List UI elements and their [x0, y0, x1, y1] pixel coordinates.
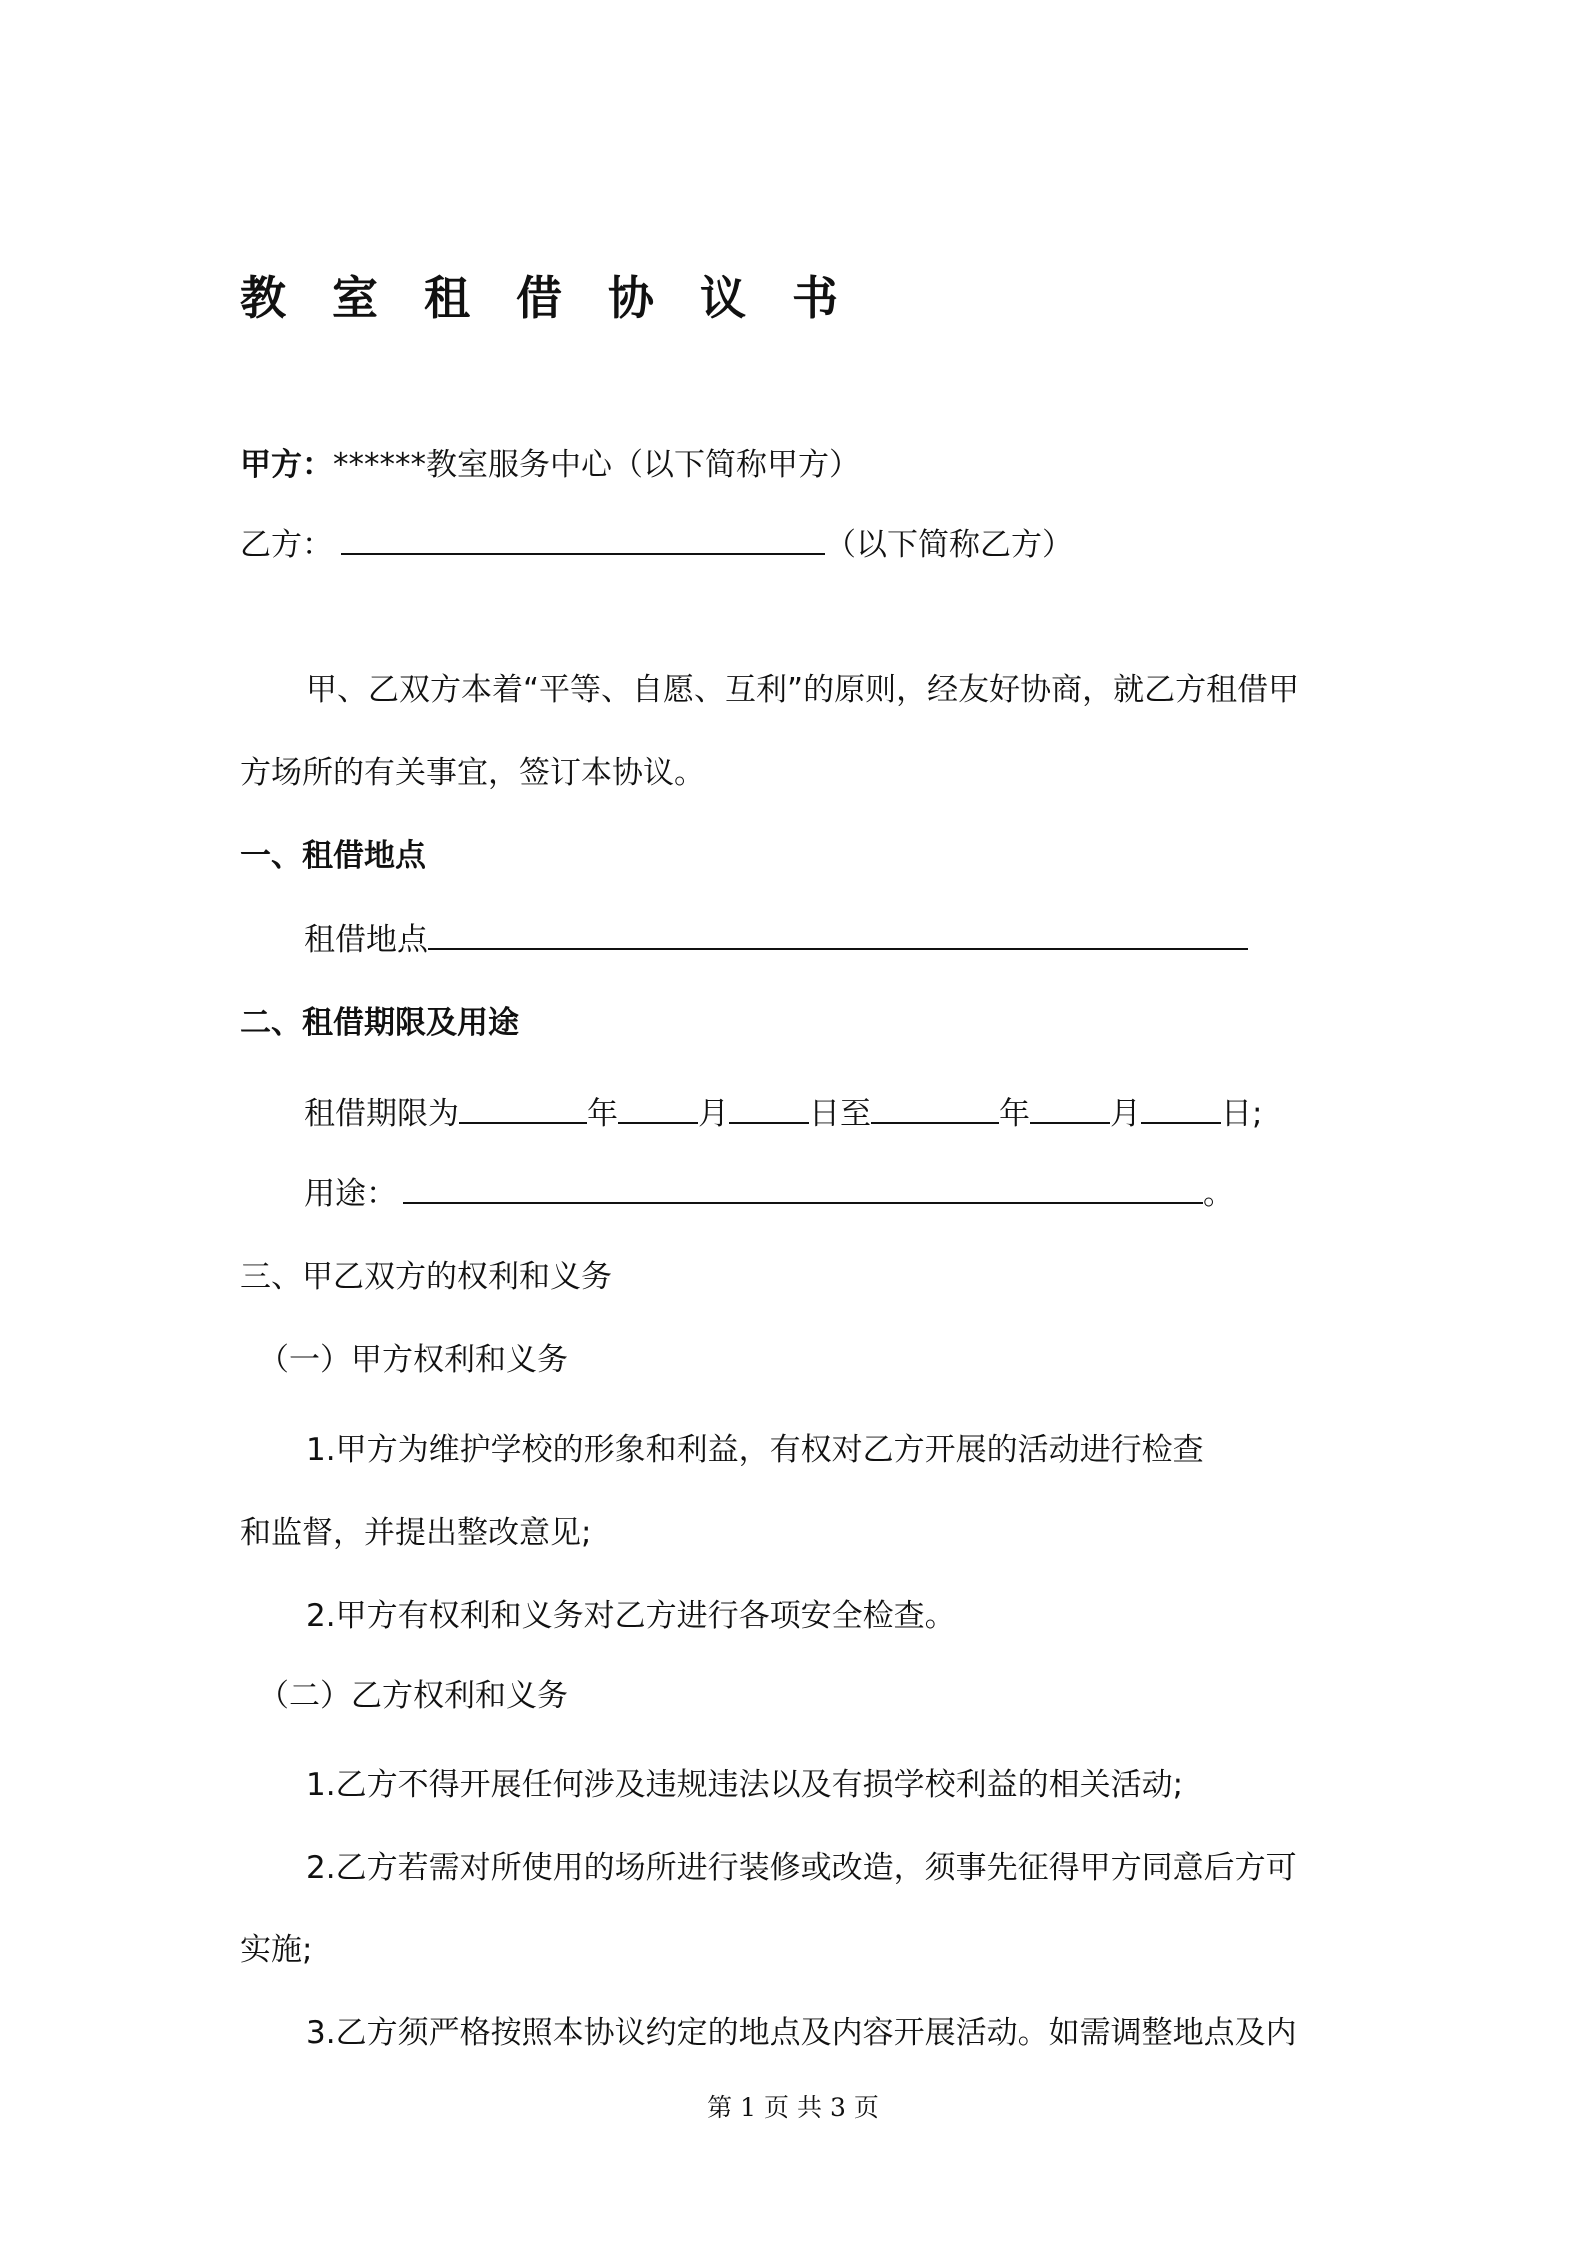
party-a-item-2: 2.甲方有权利和义务对乙方进行各项安全检查。	[306, 1598, 956, 1634]
period-label: 租借期限为	[304, 1096, 459, 1132]
section-3-heading: 三、甲乙双方的权利和义务	[240, 1259, 612, 1295]
start-month-field[interactable]	[618, 1094, 698, 1124]
party-b-item-1: 1.乙方不得开展任何涉及违规违法以及有损学校利益的相关活动;	[306, 1767, 1184, 1803]
party-a-item-1-line-2: 和监督，并提出整改意见;	[240, 1515, 592, 1551]
start-day-field[interactable]	[729, 1094, 809, 1124]
start-month-unit: 月	[698, 1096, 729, 1132]
party-b-item-2-line-1: 2.乙方若需对所使用的场所进行装修或改造，须事先征得甲方同意后方可	[306, 1850, 1297, 1886]
use-field[interactable]	[403, 1174, 1203, 1204]
party-a-item-1-line-1: 1.甲方为维护学校的形象和利益，有权对乙方开展的活动进行检查	[306, 1432, 1204, 1468]
party-b-line	[240, 525, 1073, 565]
location-line	[304, 920, 1248, 960]
footer-page-number: 1	[740, 2093, 757, 2122]
footer-total-pages: 3	[829, 2093, 846, 2122]
use-end: 。	[1203, 1176, 1234, 1212]
page-footer	[0, 2093, 1586, 2123]
footer-suffix: 页	[853, 2093, 879, 2122]
party-b-name-field[interactable]	[341, 525, 825, 555]
start-year-field[interactable]	[459, 1094, 587, 1124]
end-day-field[interactable]	[1141, 1094, 1221, 1124]
start-day-unit: 日至	[809, 1096, 871, 1132]
document-title: 教室租借协议书	[240, 271, 884, 325]
end-month-unit: 月	[1110, 1096, 1141, 1132]
intro-line-2: 方场所的有关事宜，签订本协议。	[240, 755, 705, 791]
party-b-label: 乙方：	[240, 527, 333, 563]
party-a-label: 甲方：	[240, 447, 333, 483]
party-b-item-3-line-1: 3.乙方须严格按照本协议约定的地点及内容开展活动。如需调整地点及内	[306, 2015, 1297, 2051]
end-year-unit: 年	[999, 1096, 1030, 1132]
section-2-heading: 二、租借期限及用途	[240, 1005, 519, 1041]
end-year-field[interactable]	[871, 1094, 999, 1124]
end-day-unit: 日;	[1221, 1096, 1263, 1132]
footer-prefix: 第	[707, 2093, 733, 2122]
subsection-b-heading: （二）乙方权利和义务	[258, 1678, 568, 1714]
period-line	[304, 1094, 1262, 1134]
end-month-field[interactable]	[1030, 1094, 1110, 1124]
use-line	[304, 1174, 1234, 1214]
use-label: 用途：	[304, 1176, 397, 1212]
section-1-heading: 一、租借地点	[240, 838, 426, 874]
party-a-name: ******教室服务中心（以下简称甲方）	[333, 447, 860, 483]
party-b-item-2-line-2: 实施;	[240, 1932, 313, 1968]
start-year-unit: 年	[587, 1096, 618, 1132]
location-label: 租借地点	[304, 922, 428, 958]
party-a-line	[240, 445, 860, 485]
footer-middle: 页 共	[764, 2093, 822, 2122]
party-b-suffix: （以下简称乙方）	[825, 527, 1073, 563]
intro-line-1: 甲、乙双方本着“平等、自愿、互利”的原则，经友好协商，就乙方租借甲	[306, 672, 1300, 708]
subsection-a-heading: （一）甲方权利和义务	[258, 1342, 568, 1378]
location-field[interactable]	[428, 920, 1248, 950]
